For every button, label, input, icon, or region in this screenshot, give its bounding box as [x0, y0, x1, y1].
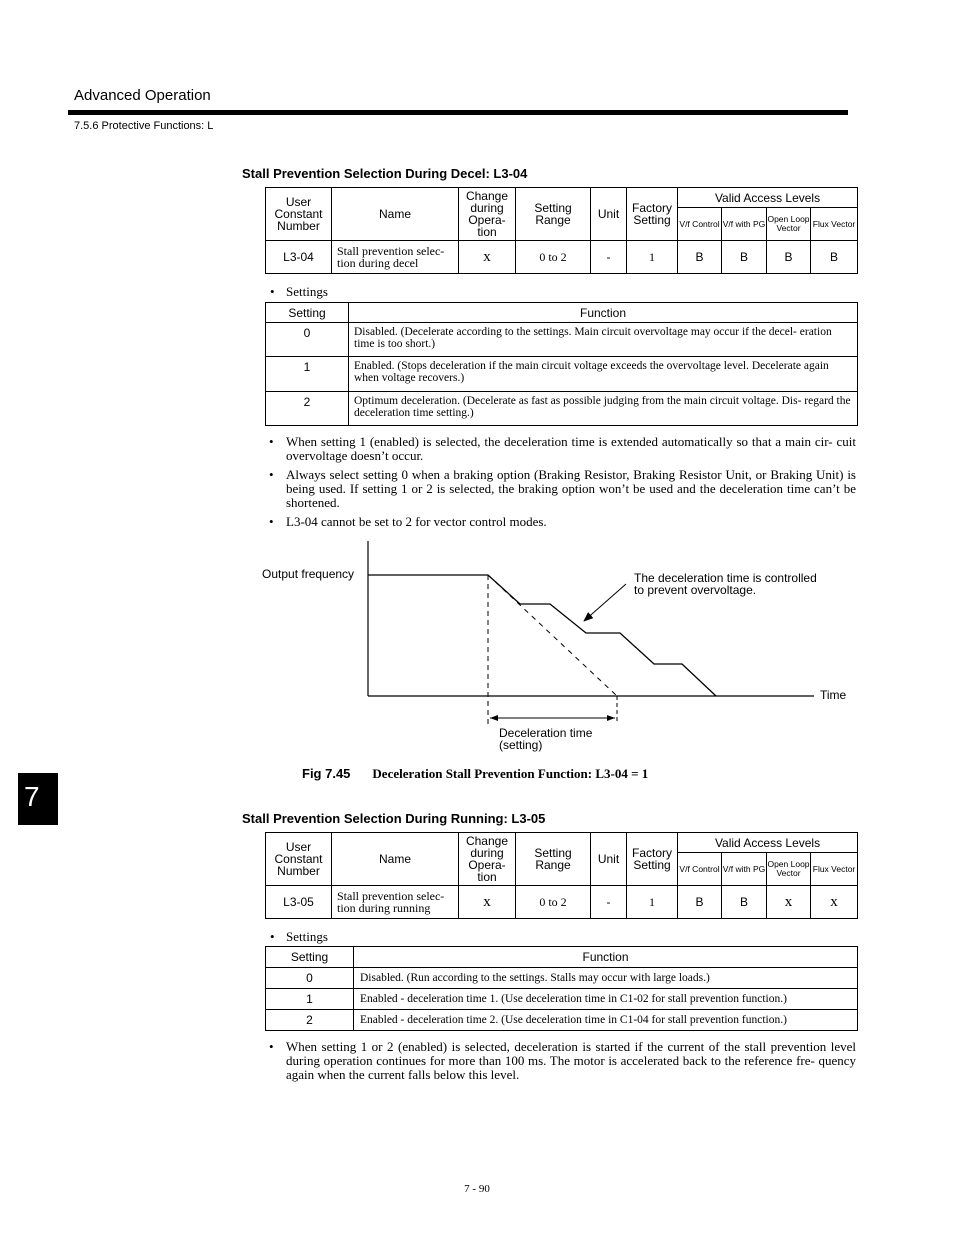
- header-vf-control: V/f Control: [678, 853, 722, 886]
- settings-header-function: Function: [354, 947, 858, 968]
- param-level-vf: B: [678, 241, 722, 274]
- param-change: x: [459, 886, 516, 919]
- header-change: Change during Opera- tion: [459, 188, 516, 241]
- setting-value: 0: [266, 323, 349, 357]
- header-subsection: 7.5.6 Protective Functions: L: [74, 120, 214, 132]
- param-level-flux: x: [811, 886, 858, 919]
- section2-title: Stall Prevention Selection During Running: L3-05: [242, 811, 546, 826]
- header-setting-range: Setting Range: [516, 833, 591, 886]
- setting-function: Disabled. (Run according to the settings. Stalls may occur with large loads.): [354, 968, 858, 989]
- setting-value: 0: [266, 968, 354, 989]
- param-level-vf-pg: B: [722, 241, 767, 274]
- header-name: Name: [332, 833, 459, 886]
- figure-caption-text: Deceleration Stall Prevention Function: L3-04 = 1: [372, 766, 649, 781]
- param-factory: 1: [627, 886, 678, 919]
- header-vf-control: V/f Control: [678, 208, 722, 241]
- bullet-dot: •: [269, 434, 274, 449]
- param-change: x: [459, 241, 516, 274]
- note-text: Always select setting 0 when a braking option (Braking Resistor, Braking Resistor Unit, or Braking Unit) is being used. If setting 1 or 2 is selected, the braking option won’t be used and the deceleration time can’t be shortened.: [286, 467, 856, 510]
- setting-function: Optimum deceleration. (Decelerate as fast as possible judging from the main circuit voltage. Dis- regard the deceleration time setting.): [349, 391, 858, 425]
- bullet-dot: •: [269, 514, 274, 529]
- figure-caption-number: Fig 7.45: [302, 766, 351, 781]
- section1-title: Stall Prevention Selection During Decel: L3-04: [242, 166, 528, 181]
- param-level-vf-pg: B: [722, 886, 767, 919]
- figure-x-label: Time: [820, 688, 847, 702]
- section2-settings-table: [265, 946, 858, 1031]
- settings-header-function: Function: [349, 303, 858, 323]
- param-name: Stall prevention selec- tion during decel: [332, 241, 459, 274]
- page-number: 7 - 90: [464, 1183, 490, 1195]
- header-unit: Unit: [591, 188, 627, 241]
- param-range: 0 to 2: [516, 886, 591, 919]
- param-level-flux: B: [811, 241, 858, 274]
- decel-time-label: [499, 727, 592, 751]
- param-level-vf: B: [678, 886, 722, 919]
- header-section-title: Advanced Operation: [74, 87, 211, 104]
- header-factory: Factory Setting: [627, 188, 678, 241]
- note-text: L3-04 cannot be set to 2 for vector control modes.: [286, 514, 547, 529]
- header-setting-range: Setting Range: [516, 188, 591, 241]
- section2-settings-label: • Settings: [286, 929, 328, 945]
- chapter-number: 7: [24, 781, 40, 812]
- section1-settings-label: • Settings: [286, 284, 328, 300]
- setting-function: Enabled - deceleration time 2. (Use deceleration time in C1-04 for stall prevention function.): [354, 1010, 858, 1031]
- header-unit: Unit: [591, 833, 627, 886]
- param-level-open-loop: x: [767, 886, 811, 919]
- header-factory: Factory Setting: [627, 833, 678, 886]
- header-open-loop: Open Loop Vector: [767, 853, 811, 886]
- header-user-constant: User Constant Number: [266, 833, 332, 886]
- setting-value: 2: [266, 391, 349, 425]
- param-unit: -: [591, 886, 627, 919]
- section2-param-table: [265, 832, 858, 919]
- header-vf-pg: V/f with PG: [722, 208, 767, 241]
- header-valid-access: Valid Access Levels: [678, 833, 858, 853]
- setting-function: Enabled. (Stops deceleration if the main circuit voltage exceeds the overvoltage level. Decelerate again when voltage recovers.): [349, 357, 858, 391]
- setting-value: 2: [266, 1010, 354, 1031]
- setting-value: 1: [266, 989, 354, 1010]
- header-user-constant: User Constant Number: [266, 188, 332, 241]
- note-text: When setting 1 (enabled) is selected, the deceleration time is extended automatically so that a main cir- cuit overvoltage doesn’t occur.: [286, 434, 856, 463]
- bullet-dot: •: [269, 467, 274, 482]
- header-valid-access: Valid Access Levels: [678, 188, 858, 208]
- annotation-arrow: [584, 584, 626, 621]
- setting-function: Enabled - deceleration time 1. (Use deceleration time in C1-02 for stall prevention function.): [354, 989, 858, 1010]
- header-open-loop: Open Loop Vector: [767, 208, 811, 241]
- bullet-dot: •: [269, 1039, 274, 1054]
- header-vf-pg: V/f with PG: [722, 853, 767, 886]
- chapter-tab: [18, 773, 58, 825]
- param-unit: -: [591, 241, 627, 274]
- decel-label-line: Deceleration time: [499, 726, 593, 740]
- param-level-open-loop: B: [767, 241, 811, 274]
- annotation-line: The deceleration time is controlled: [634, 571, 817, 585]
- param-number: L3-05: [266, 886, 332, 919]
- figure-y-label: Output frequency: [262, 567, 355, 581]
- figure-annotation: [634, 572, 817, 596]
- settings-header-setting: Setting: [266, 303, 349, 323]
- setting-function: Disabled. (Decelerate according to the settings. Main circuit overvoltage may occur if the decel- eration time is too short.): [349, 323, 858, 357]
- param-name: Stall prevention selec- tion during running: [332, 886, 459, 919]
- setting-value: 1: [266, 357, 349, 391]
- header-change: Change during Opera- tion: [459, 833, 516, 886]
- param-range: 0 to 2: [516, 241, 591, 274]
- figure-caption: [302, 766, 648, 782]
- note-text: When setting 1 or 2 (enabled) is selected, deceleration is started if the current of the stall prevention level during operation continues for more than 100 ms. The motor is accelerated back to the reference fre- quency again when the current falls below this level.: [286, 1039, 856, 1082]
- section2-note: [269, 1039, 856, 1082]
- annotation-line: to prevent overvoltage.: [634, 583, 757, 597]
- decel-label-line: (setting): [499, 738, 543, 752]
- settings-header-setting: Setting: [266, 947, 354, 968]
- param-number: L3-04: [266, 241, 332, 274]
- param-factory: 1: [627, 241, 678, 274]
- header-flux-vector: Flux Vector: [811, 853, 858, 886]
- header-flux-vector: Flux Vector: [811, 208, 858, 241]
- header-name: Name: [332, 188, 459, 241]
